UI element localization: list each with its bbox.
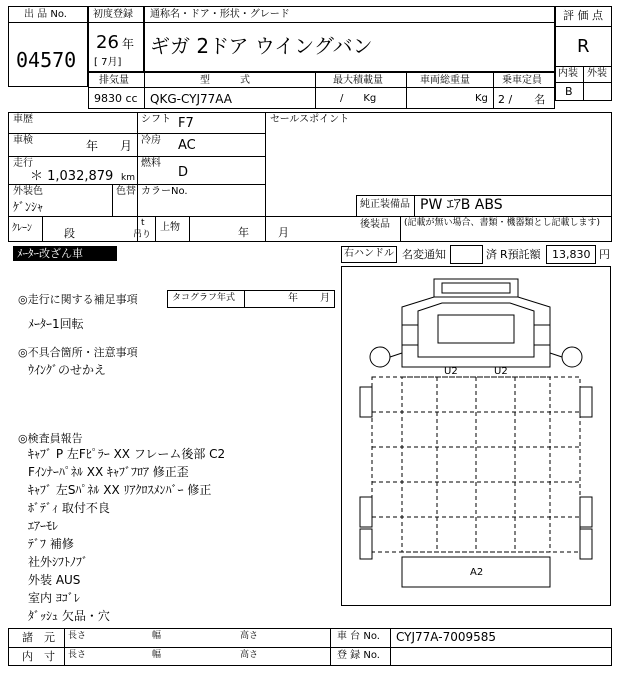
gate-month: 月 <box>278 226 289 239</box>
inspector-title: ◎検査員報告 <box>18 432 83 445</box>
lot-number-label: 出 品 No. <box>24 9 67 20</box>
recycle-unit: 円 <box>599 248 610 261</box>
damage-mark-right: U2 <box>494 366 508 377</box>
interior-label: 内装 <box>558 68 578 79</box>
interior-width-label: 幅 <box>152 650 162 660</box>
inspector-line: Fｲﾝﾅｰﾊﾟﾈﾙ XX ｷｬﾌﾞﾌﾛｱ 修正歪 <box>28 465 189 479</box>
inspector-line: ﾀﾞｯｼｭ 欠品・穴 <box>28 609 110 623</box>
tachograph-month: 月 <box>320 293 330 304</box>
max-load-label: 最大積載量 <box>333 75 383 86</box>
spec-label: 諸 元 <box>22 631 55 644</box>
options-value: PW ｴｱB ABS <box>420 197 503 213</box>
damage-mark-left: U2 <box>444 366 458 377</box>
aftermarket-note: (記載が無い場合、書類・機器類とし記載します) <box>404 218 601 228</box>
chassis-label: 車 台 No. <box>337 631 380 642</box>
gross-weight-label: 車両総重量 <box>420 75 470 86</box>
damage-mark-rear: A2 <box>470 567 484 578</box>
max-load-value: / Kg <box>340 93 377 104</box>
inspection-label: 車検 <box>13 135 33 146</box>
first-reg-year-unit: 年 <box>122 37 135 51</box>
tachograph-year: 年 <box>288 293 298 304</box>
spec-width-label: 幅 <box>152 631 162 641</box>
exterior-label: 外装 <box>587 68 607 79</box>
inspector-line: ﾎﾞﾃﾞｨ 取付不良 <box>28 501 110 515</box>
ac-label: 冷房 <box>141 135 161 146</box>
registration-label: 登 録 No. <box>337 650 380 661</box>
history-label: 車歴 <box>13 114 33 125</box>
first-reg-label: 初度登録 <box>93 9 133 20</box>
score-value: R <box>577 36 590 57</box>
interior-height-label: 高さ <box>240 650 259 660</box>
inspector-line: 室内 ﾖｺﾞﾚ <box>28 591 80 605</box>
first-reg-month: [ 7月] <box>94 57 122 68</box>
score-label: 評 価 点 <box>563 9 603 22</box>
crane-level: 段 <box>64 227 75 240</box>
inspection-year: 年 <box>86 139 99 153</box>
ext-color-value: ｹﾞﾝｼｬ <box>13 200 44 214</box>
capacity-value: 2 / 名 <box>498 93 546 106</box>
ext-color-label: 外装色 <box>13 186 43 197</box>
meter-tamper-label: ﾒｰﾀｰ改ざん車 <box>17 247 83 260</box>
gate-label: 上物 <box>160 222 180 233</box>
inspector-line: ｷｬﾌﾞ P 左Fﾋﾟﾗｰ XX フレーム後部 C2 <box>28 447 226 461</box>
shift-label: シフト <box>141 114 171 125</box>
driving-notes-title: ◎走行に関する補足事項 <box>18 293 138 306</box>
mileage-value: ＊ 1,032,879 <box>30 169 114 184</box>
inspector-line: ﾃﾞﾌ 補修 <box>28 537 74 551</box>
sales-point-label: セールスポイント <box>270 114 350 125</box>
name-change-box <box>450 245 483 264</box>
options-label: 純正装備品 <box>360 199 410 210</box>
ac-value: AC <box>178 138 196 153</box>
first-reg-year: 26 <box>96 32 119 53</box>
recycle-prefix: 済 <box>486 248 497 261</box>
defects-line: ｳｲﾝｸﾞのせかえ <box>28 363 107 377</box>
inspector-line: 外装 AUS <box>28 573 81 587</box>
interior-grade: B <box>565 85 573 98</box>
recycle-label: R預託額 <box>500 248 541 261</box>
capacity-label: 乗車定員 <box>502 75 542 86</box>
inspector-line: ｷｬﾌﾞ 左Sﾊﾟﾈﾙ XX ﾘｱｸﾛｽﾒﾝﾊﾞｰ 修正 <box>28 483 212 497</box>
spec-length-label: 長さ <box>68 631 87 641</box>
interior-length-label: 長さ <box>68 650 87 660</box>
spec-height-label: 高さ <box>240 631 259 641</box>
lot-number: 04570 <box>16 48 77 72</box>
displacement-value: 9830 cc <box>94 92 138 105</box>
truck-outline-drawing <box>342 267 610 605</box>
defects-title: ◎不具合箇所・注意事項 <box>18 346 138 359</box>
name-change-label: 名変通知 <box>402 248 446 261</box>
gate-year: 年 <box>238 226 249 239</box>
inspection-month: 月 <box>120 139 133 153</box>
condition-diagram <box>341 266 611 606</box>
crane-lift: 吊り <box>133 230 152 240</box>
crane-ton: t <box>141 218 145 228</box>
vehicle-name-label: 通称名・ドア・形状・グレード <box>150 9 290 20</box>
inspector-line: ｴｱｰﾓﾚ <box>28 519 59 533</box>
mileage-label: 走行 <box>13 158 33 169</box>
gross-weight-value: Kg <box>475 93 488 104</box>
inspector-line: 社外ｼﾌﾄﾉﾌﾞ <box>28 555 89 569</box>
aftermarket-label: 後装品 <box>360 219 390 230</box>
model-value: QKG-CYJ77AA <box>150 92 233 106</box>
fuel-value: D <box>178 165 189 180</box>
driving-note-line: ﾒｰﾀｰ1回転 <box>28 317 84 331</box>
mileage-unit: km <box>121 173 135 183</box>
fuel-label: 燃料 <box>141 158 161 169</box>
recycle-amount: 13,830 <box>552 248 591 261</box>
chassis-value: CYJ77A-7009585 <box>396 630 497 644</box>
vehicle-name: ギガ 2ドア ウイングバン <box>150 34 373 58</box>
displacement-label: 排気量 <box>99 75 129 86</box>
tachograph-label: タコグラフ年式 <box>172 293 236 303</box>
crane-label: ｸﾚｰﾝ <box>12 223 32 234</box>
interior-dim-label: 内 寸 <box>22 650 55 663</box>
model-label: 型 式 <box>200 75 250 86</box>
color-code-label: カラーNo. <box>141 186 188 197</box>
color-change-label: 色替 <box>116 186 136 197</box>
shift-value: F7 <box>178 116 194 131</box>
rhd-label: 右ハンドル <box>344 248 394 259</box>
